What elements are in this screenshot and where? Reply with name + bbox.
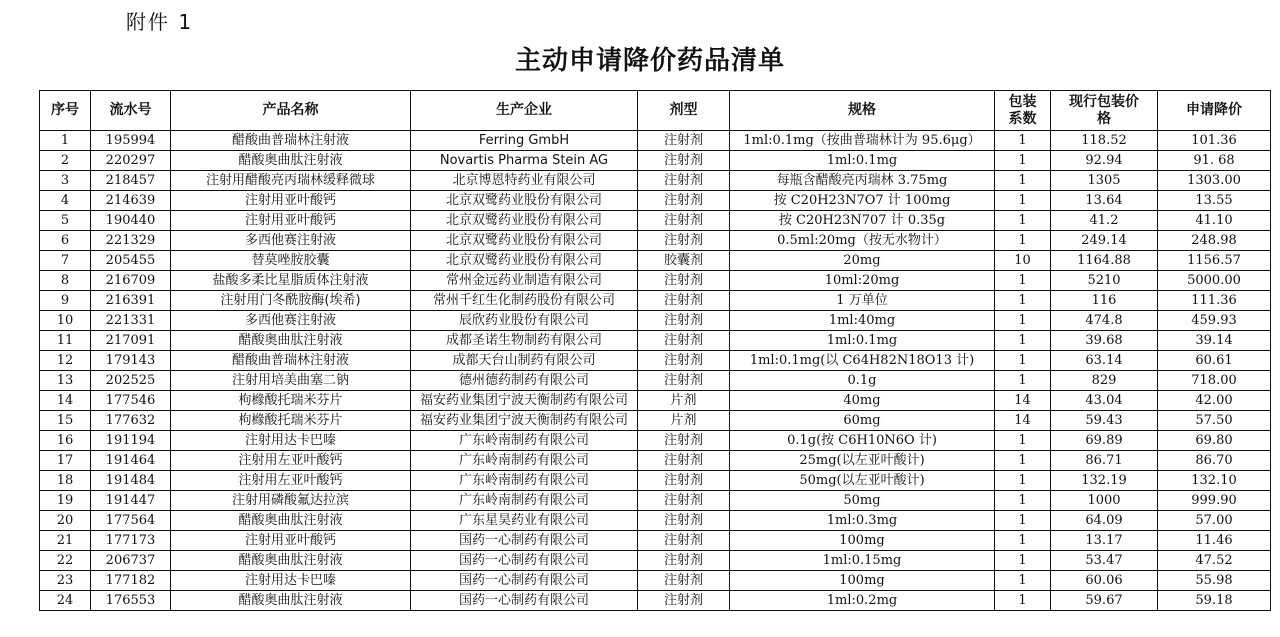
cell-manufacturer: Novartis Pharma Stein AG bbox=[411, 151, 638, 171]
cell-form: 注射剂 bbox=[638, 471, 730, 491]
cell-product: 注射用左亚叶酸钙 bbox=[171, 471, 411, 491]
cell-form: 注射剂 bbox=[638, 511, 730, 531]
table-row bbox=[40, 531, 1271, 551]
cell-serial: 221329 bbox=[91, 231, 171, 251]
cell-requested-price: 57.00 bbox=[1158, 511, 1271, 531]
cell-spec: 0.1g bbox=[730, 371, 995, 391]
cell-current-price: 829 bbox=[1051, 371, 1158, 391]
cell-serial: 191194 bbox=[91, 431, 171, 451]
cell-serial: 217091 bbox=[91, 331, 171, 351]
cell-current-price: 63.14 bbox=[1051, 351, 1158, 371]
cell-seq: 15 bbox=[40, 411, 91, 431]
cell-current-price: 60.06 bbox=[1051, 571, 1158, 591]
cell-manufacturer: 广东岭南制药有限公司 bbox=[411, 451, 638, 471]
cell-form: 注射剂 bbox=[638, 191, 730, 211]
cell-product: 注射用醋酸亮丙瑞林缓释微球 bbox=[171, 171, 411, 191]
cell-spec: 每瓶含醋酸亮丙瑞林 3.75mg bbox=[730, 171, 995, 191]
header-requested-price: 申请降价 bbox=[1158, 91, 1271, 131]
cell-spec: 50mg bbox=[730, 491, 995, 511]
table-row bbox=[40, 411, 1271, 431]
cell-form: 胶囊剂 bbox=[638, 251, 730, 271]
cell-current-price: 1000 bbox=[1051, 491, 1158, 511]
cell-product: 多西他赛注射液 bbox=[171, 311, 411, 331]
cell-current-price: 116 bbox=[1051, 291, 1158, 311]
cell-current-price: 132.19 bbox=[1051, 471, 1158, 491]
cell-serial: 191484 bbox=[91, 471, 171, 491]
cell-product: 醋酸奥曲肽注射液 bbox=[171, 511, 411, 531]
table-row bbox=[40, 451, 1271, 471]
table-row bbox=[40, 231, 1271, 251]
header-current-price-line2: 格 bbox=[1097, 110, 1111, 127]
cell-pack-count: 1 bbox=[995, 231, 1051, 251]
table-header-row bbox=[40, 91, 1271, 131]
cell-current-price: 59.67 bbox=[1051, 591, 1158, 611]
cell-current-price: 41.2 bbox=[1051, 211, 1158, 231]
cell-form: 注射剂 bbox=[638, 311, 730, 331]
attachment-label: 附件 1 bbox=[126, 10, 194, 34]
cell-form: 注射剂 bbox=[638, 331, 730, 351]
cell-pack-count: 1 bbox=[995, 331, 1051, 351]
cell-requested-price: 39.14 bbox=[1158, 331, 1271, 351]
cell-requested-price: 60.61 bbox=[1158, 351, 1271, 371]
cell-seq: 3 bbox=[40, 171, 91, 191]
cell-spec: 1ml:0.1mg bbox=[730, 151, 995, 171]
cell-pack-count: 1 bbox=[995, 351, 1051, 371]
cell-requested-price: 13.55 bbox=[1158, 191, 1271, 211]
cell-seq: 10 bbox=[40, 311, 91, 331]
cell-product: 盐酸多柔比星脂质体注射液 bbox=[171, 271, 411, 291]
cell-spec: 1 万单位 bbox=[730, 291, 995, 311]
cell-serial: 205455 bbox=[91, 251, 171, 271]
cell-manufacturer: 国药一心制药有限公司 bbox=[411, 531, 638, 551]
cell-current-price: 1305 bbox=[1051, 171, 1158, 191]
cell-form: 注射剂 bbox=[638, 491, 730, 511]
cell-requested-price: 1156.57 bbox=[1158, 251, 1271, 271]
cell-manufacturer: 广东星昊药业有限公司 bbox=[411, 511, 638, 531]
cell-manufacturer: 国药一心制药有限公司 bbox=[411, 551, 638, 571]
cell-serial: 202525 bbox=[91, 371, 171, 391]
cell-pack-count: 1 bbox=[995, 191, 1051, 211]
cell-seq: 12 bbox=[40, 351, 91, 371]
table-row bbox=[40, 131, 1271, 151]
cell-pack-count: 1 bbox=[995, 551, 1051, 571]
cell-current-price: 69.89 bbox=[1051, 431, 1158, 451]
cell-form: 注射剂 bbox=[638, 351, 730, 371]
cell-spec: 1ml:0.3mg bbox=[730, 511, 995, 531]
header-pack-count-line1: 包装 bbox=[1008, 93, 1037, 110]
table-row bbox=[40, 251, 1271, 271]
cell-requested-price: 55.98 bbox=[1158, 571, 1271, 591]
cell-current-price: 53.47 bbox=[1051, 551, 1158, 571]
cell-form: 注射剂 bbox=[638, 231, 730, 251]
header-manufacturer: 生产企业 bbox=[411, 91, 638, 131]
cell-form: 注射剂 bbox=[638, 551, 730, 571]
table-row bbox=[40, 331, 1271, 351]
cell-form: 注射剂 bbox=[638, 371, 730, 391]
cell-manufacturer: 常州千红生化制药股份有限公司 bbox=[411, 291, 638, 311]
cell-requested-price: 132.10 bbox=[1158, 471, 1271, 491]
cell-serial: 220297 bbox=[91, 151, 171, 171]
cell-pack-count: 1 bbox=[995, 151, 1051, 171]
cell-form: 注射剂 bbox=[638, 131, 730, 151]
cell-requested-price: 5000.00 bbox=[1158, 271, 1271, 291]
cell-seq: 19 bbox=[40, 491, 91, 511]
cell-seq: 24 bbox=[40, 591, 91, 611]
cell-product: 注射用培美曲塞二钠 bbox=[171, 371, 411, 391]
cell-spec: 0.5ml:20mg（按无水物计） bbox=[730, 231, 995, 251]
cell-pack-count: 1 bbox=[995, 371, 1051, 391]
cell-spec: 60mg bbox=[730, 411, 995, 431]
header-seq: 序号 bbox=[40, 91, 91, 131]
cell-seq: 7 bbox=[40, 251, 91, 271]
cell-form: 注射剂 bbox=[638, 591, 730, 611]
cell-pack-count: 1 bbox=[995, 591, 1051, 611]
cell-current-price: 64.09 bbox=[1051, 511, 1158, 531]
table-row bbox=[40, 571, 1271, 591]
cell-manufacturer: 福安药业集团宁波天衡制药有限公司 bbox=[411, 411, 638, 431]
cell-form: 注射剂 bbox=[638, 211, 730, 231]
cell-seq: 20 bbox=[40, 511, 91, 531]
cell-product: 醋酸曲普瑞林注射液 bbox=[171, 351, 411, 371]
drug-price-table bbox=[39, 90, 1271, 611]
cell-form: 片剂 bbox=[638, 391, 730, 411]
cell-current-price: 13.17 bbox=[1051, 531, 1158, 551]
cell-current-price: 43.04 bbox=[1051, 391, 1158, 411]
cell-manufacturer: 常州金远药业制造有限公司 bbox=[411, 271, 638, 291]
cell-requested-price: 1303.00 bbox=[1158, 171, 1271, 191]
table-row bbox=[40, 351, 1271, 371]
cell-manufacturer: Ferring GmbH bbox=[411, 131, 638, 151]
cell-manufacturer: 德州德药制药有限公司 bbox=[411, 371, 638, 391]
cell-product: 注射用左亚叶酸钙 bbox=[171, 451, 411, 471]
header-spec: 规格 bbox=[730, 91, 995, 131]
cell-serial: 191464 bbox=[91, 451, 171, 471]
cell-serial: 177546 bbox=[91, 391, 171, 411]
cell-seq: 16 bbox=[40, 431, 91, 451]
table-row bbox=[40, 151, 1271, 171]
cell-serial: 218457 bbox=[91, 171, 171, 191]
cell-current-price: 1164.88 bbox=[1051, 251, 1158, 271]
cell-seq: 17 bbox=[40, 451, 91, 471]
cell-serial: 206737 bbox=[91, 551, 171, 571]
table-row bbox=[40, 551, 1271, 571]
cell-pack-count: 1 bbox=[995, 211, 1051, 231]
cell-form: 注射剂 bbox=[638, 271, 730, 291]
cell-spec: 1ml:0.2mg bbox=[730, 591, 995, 611]
cell-seq: 14 bbox=[40, 391, 91, 411]
cell-serial: 195994 bbox=[91, 131, 171, 151]
cell-spec: 100mg bbox=[730, 531, 995, 551]
cell-spec: 10ml:20mg bbox=[730, 271, 995, 291]
cell-manufacturer: 广东岭南制药有限公司 bbox=[411, 431, 638, 451]
cell-product: 注射用亚叶酸钙 bbox=[171, 211, 411, 231]
header-form: 剂型 bbox=[638, 91, 730, 131]
cell-product: 注射用亚叶酸钙 bbox=[171, 191, 411, 211]
cell-serial: 216709 bbox=[91, 271, 171, 291]
cell-current-price: 5210 bbox=[1051, 271, 1158, 291]
table-row bbox=[40, 171, 1271, 191]
cell-seq: 5 bbox=[40, 211, 91, 231]
cell-form: 注射剂 bbox=[638, 431, 730, 451]
header-serial: 流水号 bbox=[91, 91, 171, 131]
cell-seq: 11 bbox=[40, 331, 91, 351]
cell-product: 注射用磷酸氟达拉滨 bbox=[171, 491, 411, 511]
cell-product: 醋酸奥曲肽注射液 bbox=[171, 151, 411, 171]
cell-current-price: 86.71 bbox=[1051, 451, 1158, 471]
cell-product: 枸橼酸托瑞米芬片 bbox=[171, 411, 411, 431]
table-row bbox=[40, 591, 1271, 611]
header-pack-count bbox=[995, 91, 1051, 131]
cell-requested-price: 47.52 bbox=[1158, 551, 1271, 571]
cell-pack-count: 1 bbox=[995, 511, 1051, 531]
cell-pack-count: 1 bbox=[995, 431, 1051, 451]
table-row bbox=[40, 371, 1271, 391]
cell-serial: 190440 bbox=[91, 211, 171, 231]
table-row bbox=[40, 511, 1271, 531]
cell-form: 注射剂 bbox=[638, 151, 730, 171]
cell-form: 片剂 bbox=[638, 411, 730, 431]
cell-form: 注射剂 bbox=[638, 171, 730, 191]
cell-form: 注射剂 bbox=[638, 291, 730, 311]
cell-product: 醋酸奥曲肽注射液 bbox=[171, 551, 411, 571]
cell-current-price: 39.68 bbox=[1051, 331, 1158, 351]
cell-requested-price: 999.90 bbox=[1158, 491, 1271, 511]
page-title: 主动申请降价药品清单 bbox=[514, 46, 785, 76]
cell-requested-price: 86.70 bbox=[1158, 451, 1271, 471]
cell-current-price: 118.52 bbox=[1051, 131, 1158, 151]
cell-current-price: 13.64 bbox=[1051, 191, 1158, 211]
cell-seq: 2 bbox=[40, 151, 91, 171]
cell-manufacturer: 北京博恩特药业有限公司 bbox=[411, 171, 638, 191]
cell-serial: 177173 bbox=[91, 531, 171, 551]
cell-form: 注射剂 bbox=[638, 531, 730, 551]
cell-requested-price: 42.00 bbox=[1158, 391, 1271, 411]
cell-seq: 8 bbox=[40, 271, 91, 291]
cell-serial: 216391 bbox=[91, 291, 171, 311]
cell-serial: 177564 bbox=[91, 511, 171, 531]
cell-pack-count: 1 bbox=[995, 451, 1051, 471]
header-product: 产品名称 bbox=[171, 91, 411, 131]
cell-pack-count: 1 bbox=[995, 291, 1051, 311]
cell-seq: 13 bbox=[40, 371, 91, 391]
cell-current-price: 249.14 bbox=[1051, 231, 1158, 251]
cell-spec: 0.1g(按 C6H10N6O 计) bbox=[730, 431, 995, 451]
table-row bbox=[40, 431, 1271, 451]
cell-current-price: 59.43 bbox=[1051, 411, 1158, 431]
cell-requested-price: 111.36 bbox=[1158, 291, 1271, 311]
cell-spec: 1ml:0.1mg（按曲普瑞林计为 95.6μg） bbox=[730, 131, 995, 151]
table-row bbox=[40, 191, 1271, 211]
cell-requested-price: 91. 68 bbox=[1158, 151, 1271, 171]
cell-current-price: 474.8 bbox=[1051, 311, 1158, 331]
cell-manufacturer: 北京双鹭药业股份有限公司 bbox=[411, 251, 638, 271]
cell-current-price: 92.94 bbox=[1051, 151, 1158, 171]
cell-product: 枸橼酸托瑞米芬片 bbox=[171, 391, 411, 411]
header-pack-count-line2: 系数 bbox=[1008, 110, 1037, 127]
cell-requested-price: 459.93 bbox=[1158, 311, 1271, 331]
cell-pack-count: 14 bbox=[995, 411, 1051, 431]
table-row bbox=[40, 311, 1271, 331]
table-row bbox=[40, 471, 1271, 491]
cell-manufacturer: 国药一心制药有限公司 bbox=[411, 571, 638, 591]
cell-seq: 6 bbox=[40, 231, 91, 251]
cell-spec: 1ml:0.1mg bbox=[730, 331, 995, 351]
table-row bbox=[40, 271, 1271, 291]
cell-spec: 40mg bbox=[730, 391, 995, 411]
cell-serial: 176553 bbox=[91, 591, 171, 611]
cell-manufacturer: 辰欣药业股份有限公司 bbox=[411, 311, 638, 331]
cell-pack-count: 1 bbox=[995, 491, 1051, 511]
cell-requested-price: 59.18 bbox=[1158, 591, 1271, 611]
cell-product: 注射用达卡巴嗪 bbox=[171, 571, 411, 591]
cell-manufacturer: 广东岭南制药有限公司 bbox=[411, 491, 638, 511]
cell-pack-count: 14 bbox=[995, 391, 1051, 411]
table-body bbox=[40, 131, 1271, 611]
cell-serial: 214639 bbox=[91, 191, 171, 211]
cell-manufacturer: 北京双鹭药业股份有限公司 bbox=[411, 231, 638, 251]
cell-pack-count: 10 bbox=[995, 251, 1051, 271]
cell-manufacturer: 福安药业集团宁波天衡制药有限公司 bbox=[411, 391, 638, 411]
cell-spec: 50mg(以左亚叶酸计) bbox=[730, 471, 995, 491]
cell-pack-count: 1 bbox=[995, 471, 1051, 491]
cell-product: 醋酸曲普瑞林注射液 bbox=[171, 131, 411, 151]
cell-requested-price: 11.46 bbox=[1158, 531, 1271, 551]
cell-seq: 23 bbox=[40, 571, 91, 591]
table-row bbox=[40, 211, 1271, 231]
cell-requested-price: 57.50 bbox=[1158, 411, 1271, 431]
cell-spec: 按 C20H23N707 计 0.35g bbox=[730, 211, 995, 231]
cell-pack-count: 1 bbox=[995, 571, 1051, 591]
table-row bbox=[40, 291, 1271, 311]
header-current-price bbox=[1051, 91, 1158, 131]
cell-requested-price: 718.00 bbox=[1158, 371, 1271, 391]
cell-manufacturer: 北京双鹭药业股份有限公司 bbox=[411, 211, 638, 231]
cell-serial: 177182 bbox=[91, 571, 171, 591]
cell-seq: 9 bbox=[40, 291, 91, 311]
header-current-price-line1: 现行包装价 bbox=[1069, 93, 1139, 110]
cell-spec: 1ml:0.1mg(以 C64H82N18O13 计) bbox=[730, 351, 995, 371]
cell-requested-price: 69.80 bbox=[1158, 431, 1271, 451]
cell-spec: 1ml:40mg bbox=[730, 311, 995, 331]
cell-product: 注射用亚叶酸钙 bbox=[171, 531, 411, 551]
cell-product: 注射用达卡巴嗪 bbox=[171, 431, 411, 451]
cell-pack-count: 1 bbox=[995, 271, 1051, 291]
cell-seq: 18 bbox=[40, 471, 91, 491]
cell-product: 注射用门冬酰胺酶(埃希) bbox=[171, 291, 411, 311]
cell-seq: 21 bbox=[40, 531, 91, 551]
cell-requested-price: 248.98 bbox=[1158, 231, 1271, 251]
cell-pack-count: 1 bbox=[995, 171, 1051, 191]
cell-manufacturer: 广东岭南制药有限公司 bbox=[411, 471, 638, 491]
cell-form: 注射剂 bbox=[638, 451, 730, 471]
table-row bbox=[40, 491, 1271, 511]
cell-manufacturer: 成都天台山制药有限公司 bbox=[411, 351, 638, 371]
cell-spec: 按 C20H23N7O7 计 100mg bbox=[730, 191, 995, 211]
cell-product: 多西他赛注射液 bbox=[171, 231, 411, 251]
cell-spec: 100mg bbox=[730, 571, 995, 591]
cell-seq: 22 bbox=[40, 551, 91, 571]
cell-seq: 1 bbox=[40, 131, 91, 151]
cell-serial: 221331 bbox=[91, 311, 171, 331]
cell-pack-count: 1 bbox=[995, 131, 1051, 151]
cell-spec: 25mg(以左亚叶酸计) bbox=[730, 451, 995, 471]
cell-product: 醋酸奥曲肽注射液 bbox=[171, 591, 411, 611]
cell-spec: 20mg bbox=[730, 251, 995, 271]
cell-serial: 177632 bbox=[91, 411, 171, 431]
cell-product: 醋酸奥曲肽注射液 bbox=[171, 331, 411, 351]
cell-product: 替莫唑胺胶囊 bbox=[171, 251, 411, 271]
cell-form: 注射剂 bbox=[638, 571, 730, 591]
cell-serial: 179143 bbox=[91, 351, 171, 371]
cell-spec: 1ml:0.15mg bbox=[730, 551, 995, 571]
table-row bbox=[40, 391, 1271, 411]
cell-pack-count: 1 bbox=[995, 531, 1051, 551]
cell-requested-price: 101.36 bbox=[1158, 131, 1271, 151]
cell-manufacturer: 成都圣诺生物制药有限公司 bbox=[411, 331, 638, 351]
cell-manufacturer: 北京双鹭药业股份有限公司 bbox=[411, 191, 638, 211]
cell-requested-price: 41.10 bbox=[1158, 211, 1271, 231]
cell-manufacturer: 国药一心制药有限公司 bbox=[411, 591, 638, 611]
cell-seq: 4 bbox=[40, 191, 91, 211]
cell-pack-count: 1 bbox=[995, 311, 1051, 331]
cell-serial: 191447 bbox=[91, 491, 171, 511]
